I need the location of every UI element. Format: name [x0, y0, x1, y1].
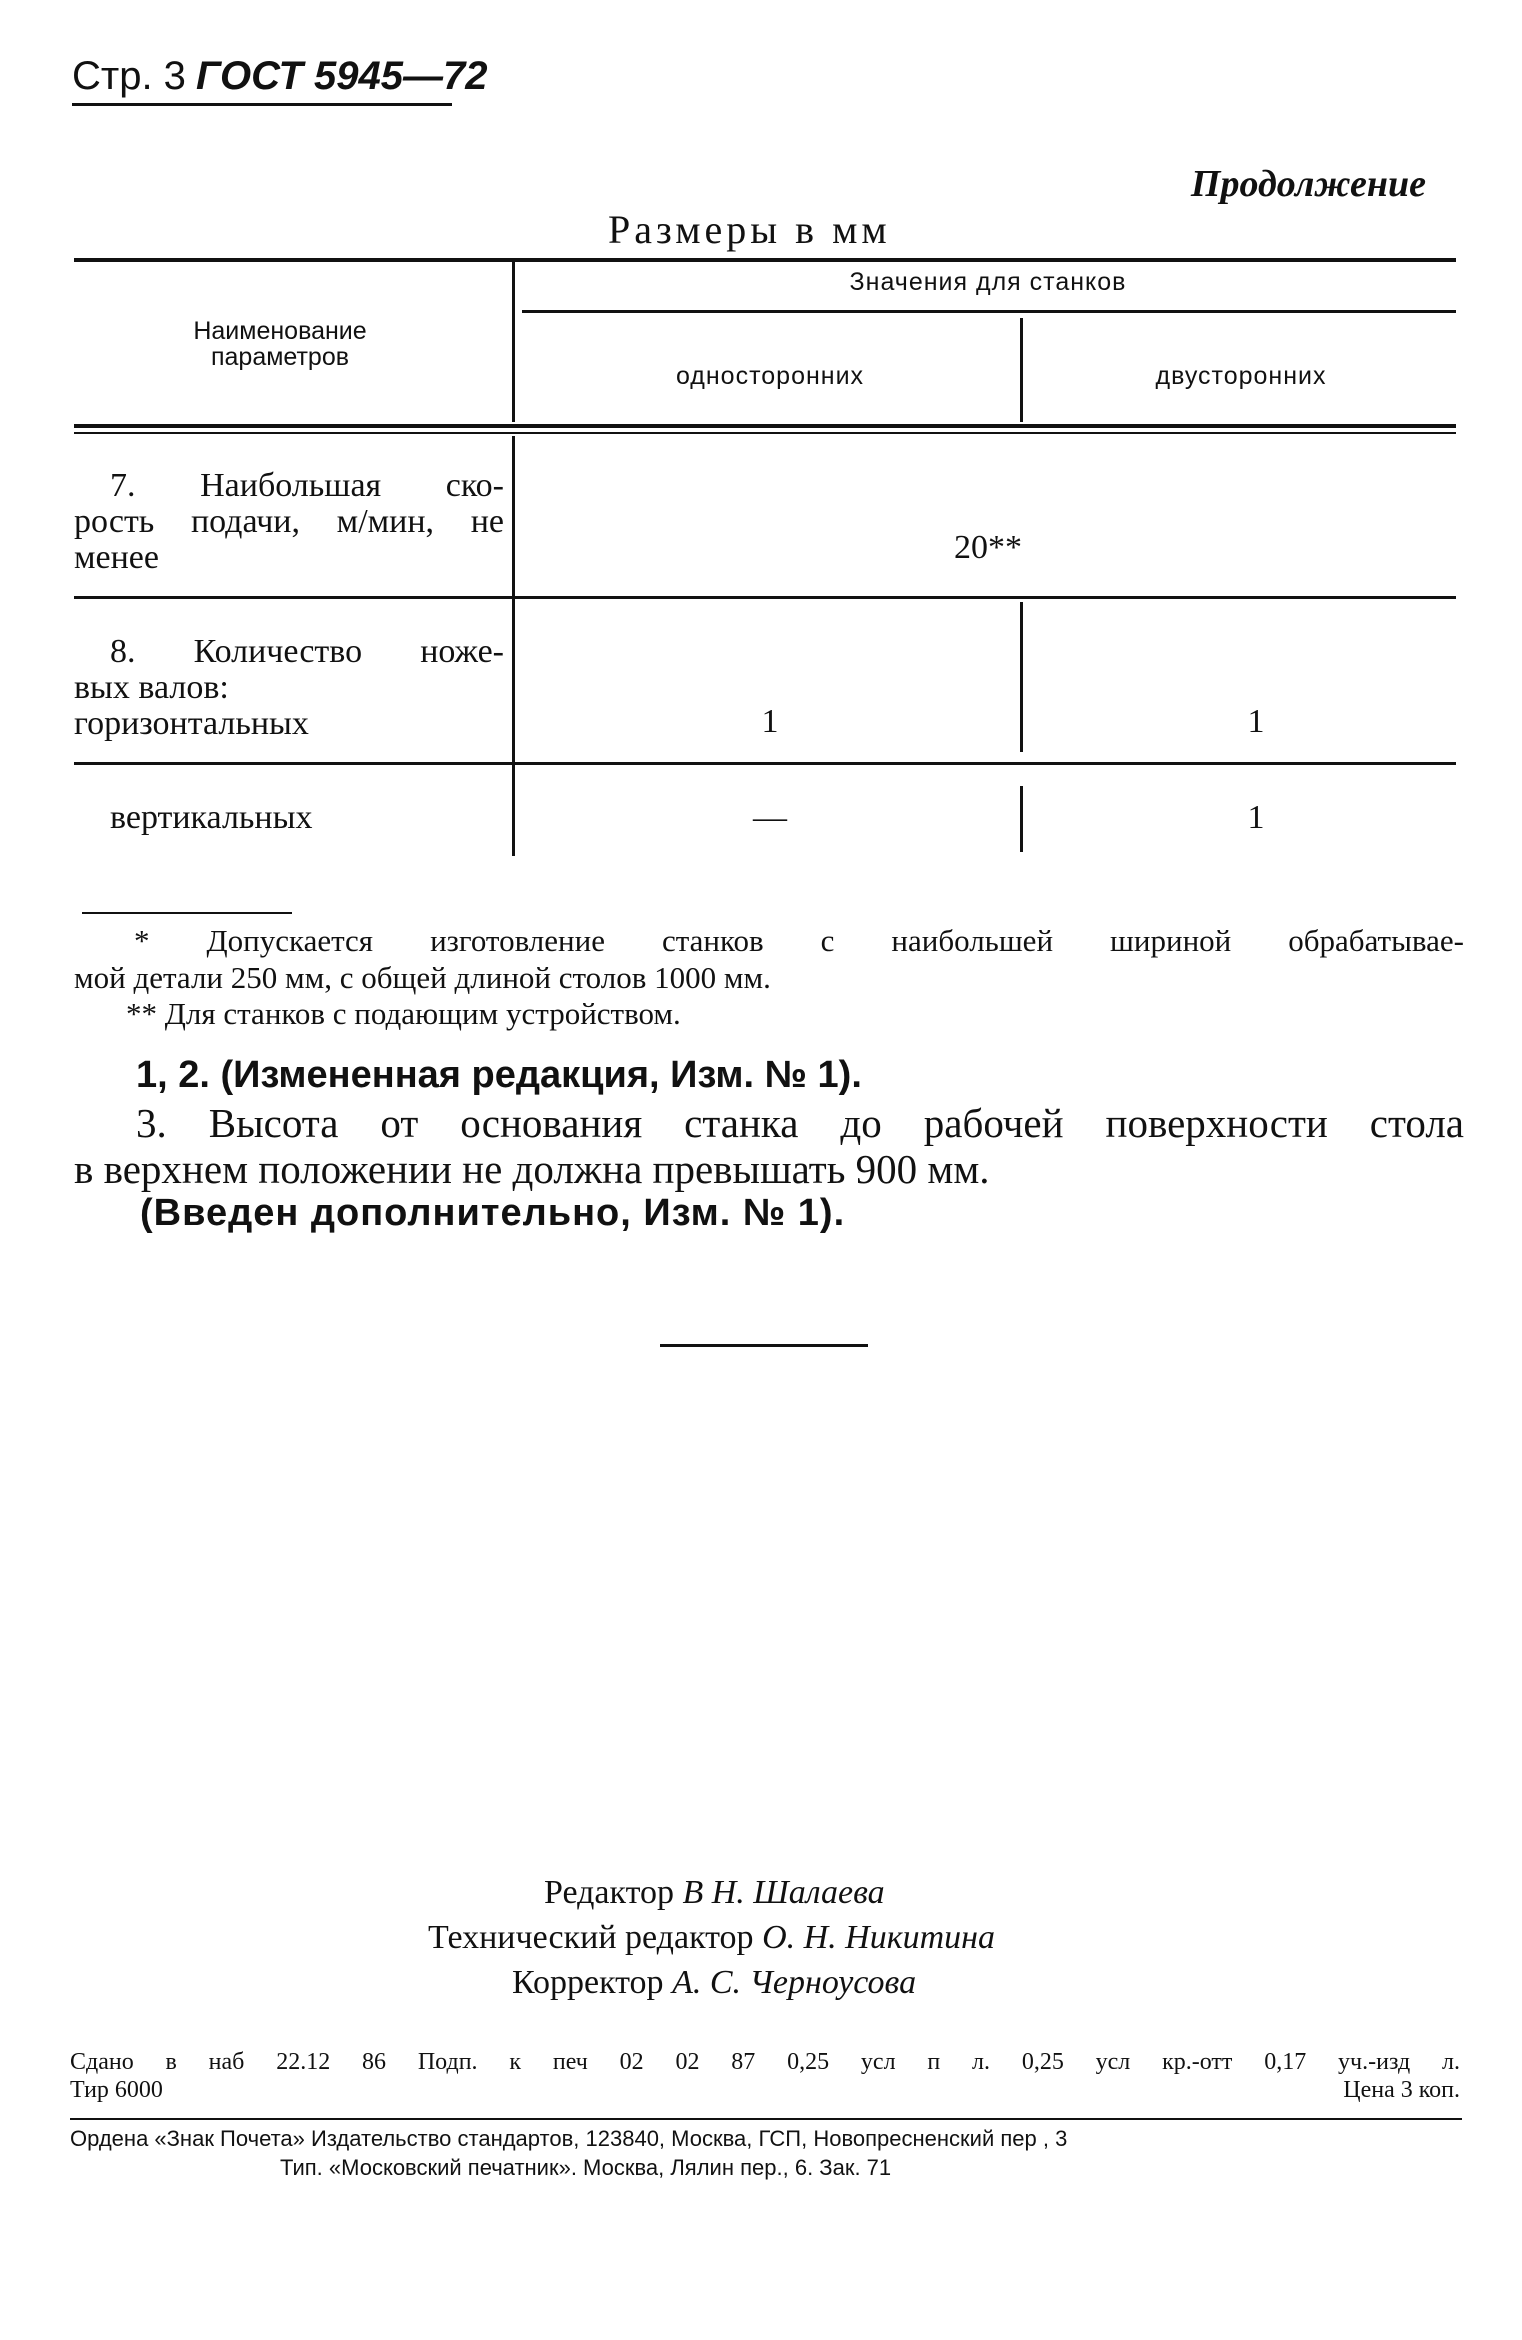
header-underline: [72, 103, 452, 106]
table-top-rule: [74, 258, 1456, 262]
col-double-header: двусторонних: [1155, 362, 1327, 390]
row9-label: вертикальных: [110, 799, 313, 836]
row9-double-value: 1: [1247, 799, 1265, 836]
row8-label-line2: вых валов:: [74, 669, 229, 706]
col-values-header: Значения для станков: [849, 268, 1127, 296]
footnote-2: ** Для станков с подающим устройством.: [126, 996, 681, 1031]
page-label: Стр. 3: [72, 54, 186, 98]
table-col-divider-head: [1020, 318, 1023, 422]
publisher-info: [70, 2124, 1462, 2182]
imprint-line2: [70, 2076, 1460, 2104]
paragraph-3: [74, 1100, 1464, 1192]
col-single-header: односторонних: [675, 362, 865, 390]
standard-number: ГОСТ 5945—72: [195, 54, 488, 98]
footnote-1-line1: * Допускается изготовление станков с наибольшей шириной обрабатывае-: [134, 923, 1464, 958]
row8-single-value: 1: [761, 703, 779, 740]
table-param-divider-body: [512, 436, 515, 856]
col-param-header: Наименование параметров: [193, 317, 367, 371]
footnote-1: [74, 922, 1464, 996]
row8-label: [74, 634, 504, 742]
publisher-line1: Ордена «Знак Почета» Издательство стандартов, 123840, Москва, ГСП, Новопресненский пер , 3: [70, 2126, 1068, 2151]
credit-tech-editor-name: О. Н. Никитина: [762, 1919, 996, 1956]
page-header: [72, 52, 487, 99]
credit-editor: [544, 1870, 885, 1915]
table-head-rule-2: [74, 432, 1456, 434]
amendment-note-2: (Введен дополнительно, Изм. № 1).: [140, 1192, 846, 1234]
table-head-rule: [74, 424, 1456, 428]
row7-label-line3: менее: [74, 539, 159, 576]
imprint: [70, 2048, 1460, 2104]
row9-col-divider: [1020, 786, 1023, 852]
imprint-rule: [70, 2118, 1462, 2120]
row8-label-line1: 8. Количество ноже-: [110, 633, 504, 670]
dimensions-caption: Размеры в мм: [608, 207, 891, 252]
credit-editor-name: В Н. Шалаева: [682, 1874, 885, 1911]
paragraph-3-line2: в верхнем положении не должна превышать 900 мм.: [74, 1146, 990, 1192]
footnote-1-line2: мой детали 250 мм, с общей длиной столов 1000 мм.: [74, 960, 771, 995]
row8-col-divider: [1020, 602, 1023, 752]
row8-rule: [74, 762, 1456, 765]
row7-merged-value: 20**: [954, 529, 1022, 566]
paragraph-3-line1: 3. Высота от основания станка до рабочей поверхности стола: [136, 1100, 1464, 1146]
amendment-note-1: 1, 2. (Измененная редакция, Изм. № 1).: [136, 1054, 862, 1096]
credit-tech-editor-role: Технический редактор: [428, 1919, 754, 1956]
publisher-line2: Тип. «Московский печатник». Москва, Лялин пер., 6. Зак. 71: [280, 2155, 892, 2180]
row7-label-line2: рость подачи, м/мин, не: [74, 503, 504, 540]
continuation-label: Продолжение: [1190, 163, 1426, 205]
credit-tech-editor: [428, 1915, 995, 1960]
credit-editor-role: Редактор: [544, 1874, 674, 1911]
credit-corrector: [512, 1960, 916, 2005]
row8-double-value: 1: [1247, 703, 1265, 740]
credit-corrector-role: Корректор: [512, 1964, 664, 2001]
row9-single-value: —: [753, 799, 787, 836]
imprint-line1: Сдано в наб 22.12 86 Подп. к печ 02 02 87 0,25 усл п л. 0,25 усл кр.-отт 0,17 уч.-изд л.: [70, 2049, 1460, 2075]
imprint-price: Цена 3 коп.: [1343, 2077, 1460, 2103]
imprint-print-run: Тир 6000: [70, 2077, 163, 2103]
row7-rule: [74, 596, 1456, 599]
footnote-separator: [82, 912, 292, 914]
table-param-divider-head: [512, 262, 515, 422]
credit-corrector-name: А. С. Черноусова: [672, 1964, 917, 2001]
end-rule: [660, 1344, 868, 1347]
row8-label-line3: горизонтальных: [74, 705, 309, 742]
row7-label: [74, 468, 504, 576]
row7-label-line1: 7. Наибольшая ско-: [110, 467, 504, 504]
table-values-subrule: [522, 310, 1456, 313]
